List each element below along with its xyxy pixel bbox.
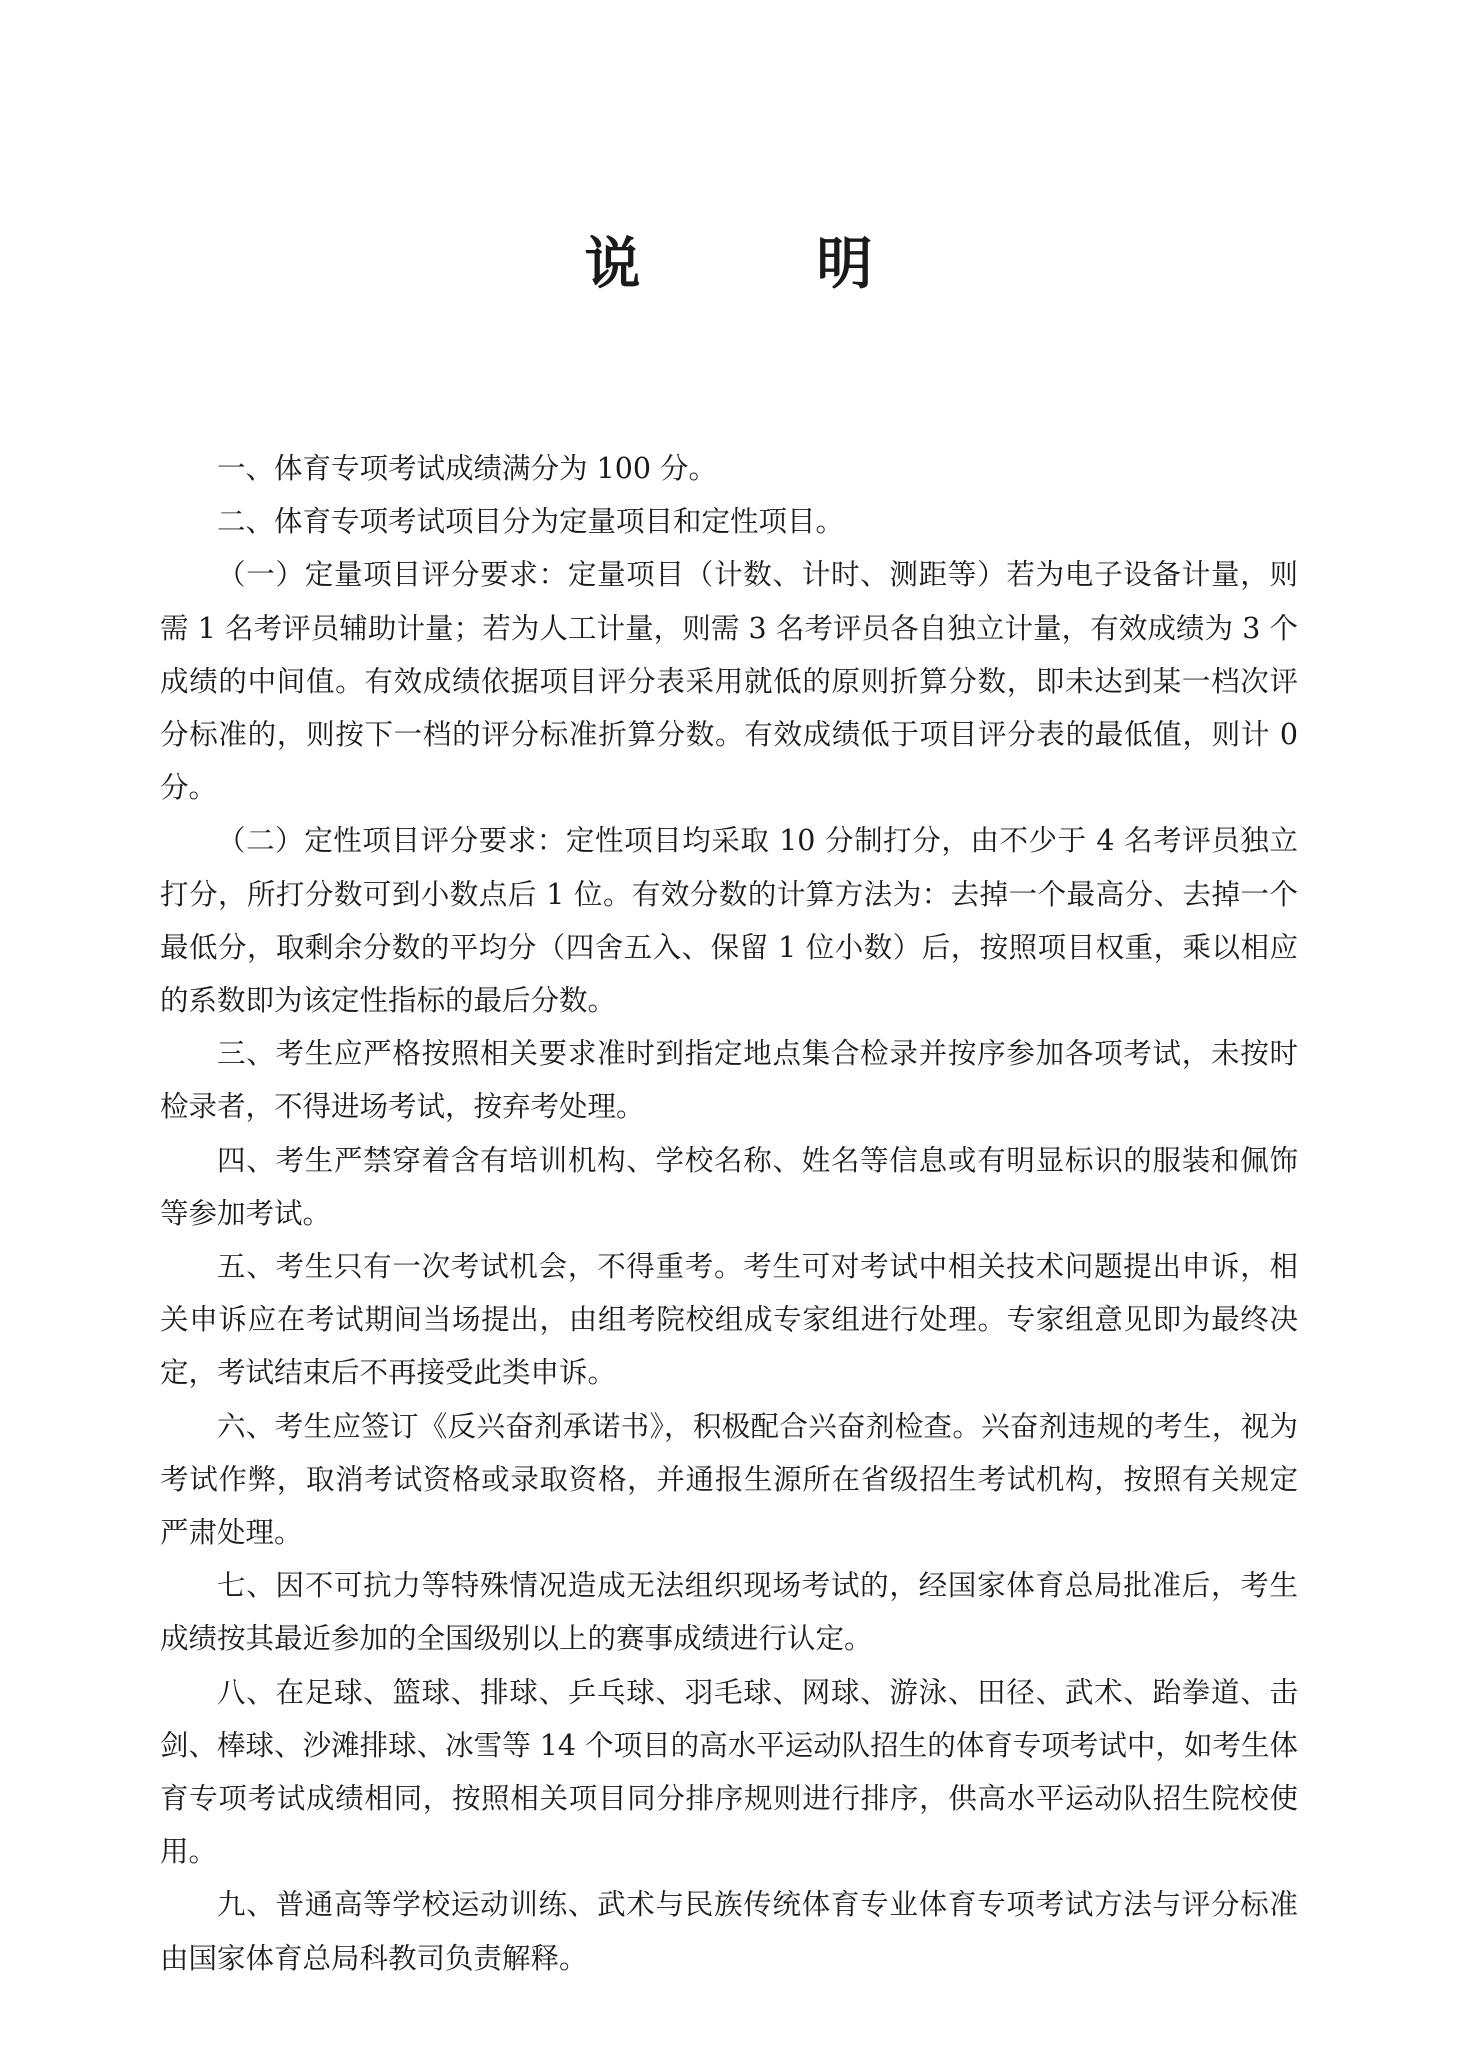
paragraph-1: 一、体育专项考试成绩满分为 100 分。 xyxy=(217,452,718,485)
paragraph-3: 三、考生应严格按照相关要求准时到指定地点集合检录并按序参加各项考试，未按时检录者，不得进场考试，按弃考处理。 xyxy=(160,1037,1298,1124)
paragraph-7: 七、因不可抗力等特殊情况造成无法组织现场考试的，经国家体育总局批准后，考生成绩按其最近参加的全国级别以上的赛事成绩进行认定。 xyxy=(160,1569,1298,1656)
document-body xyxy=(160,442,1298,1985)
paragraph-2-1: （一）定量项目评分要求：定量项目（计数、计时、测距等）若为电子设备计量，则需 1 名考评员辅助计量；若为人工计量，则需 3 名考评员各自独立计量，有效成绩为 3 个成绩的中间值。有效成绩依据项目评分表采用就低的原则折算分数，即未达到某一档次评分标准的，则按下一档的评分标准折算分数。有效成绩低于项目评分表的最低值，则计 0 分。 xyxy=(160,558,1298,805)
paragraph-2: 二、体育专项考试项目分为定量项目和定性项目。 xyxy=(217,505,845,539)
paragraph-9: 九、普通高等学校运动训练、武术与民族传统体育专业体育专项考试方法与评分标准由国家体育总局科教司负责解释。 xyxy=(160,1888,1298,1975)
paragraph-5: 五、考生只有一次考试机会，不得重考。考生可对考试中相关技术问题提出申诉，相关申诉应在考试期间当场提出，由组考院校组成专家组进行处理。专家组意见即为最终决定，考试结束后不再接受此类申诉。 xyxy=(160,1250,1298,1390)
page-title: 说 明 xyxy=(584,232,933,297)
paragraph-4: 四、考生严禁穿着含有培训机构、学校名称、姓名等信息或有明显标识的服装和佩饰等参加考试。 xyxy=(160,1143,1298,1230)
paragraph-8: 八、在足球、篮球、排球、乒乓球、羽毛球、网球、游泳、田径、武术、跆拳道、击剑、棒球、沙滩排球、冰雪等 14 个项目的高水平运动队招生的体育专项考试中，如考生体育专项考试成绩相同，按照相关项目同分排序规则进行排序，供高水平运动队招生院校使用。 xyxy=(160,1675,1298,1869)
paragraph-6: 六、考生应签订《反兴奋剂承诺书》，积极配合兴奋剂检查。兴奋剂违规的考生，视为考试作弊，取消考试资格或录取资格，并通报生源所在省级招生考试机构，按照有关规定严肃处理。 xyxy=(160,1409,1298,1550)
paragraph-2-2: （二）定性项目评分要求：定性项目均采取 10 分制打分，由不少于 4 名考评员独立打分，所打分数可到小数点后 1 位。有效分数的计算方法为：去掉一个最高分、去掉一个最低分，取剩余分数的平均分（四舍五入、保留 1 位小数）后，按照项目权重，乘以相应的系数即为该定性指标的最后分数。 xyxy=(160,824,1298,1018)
